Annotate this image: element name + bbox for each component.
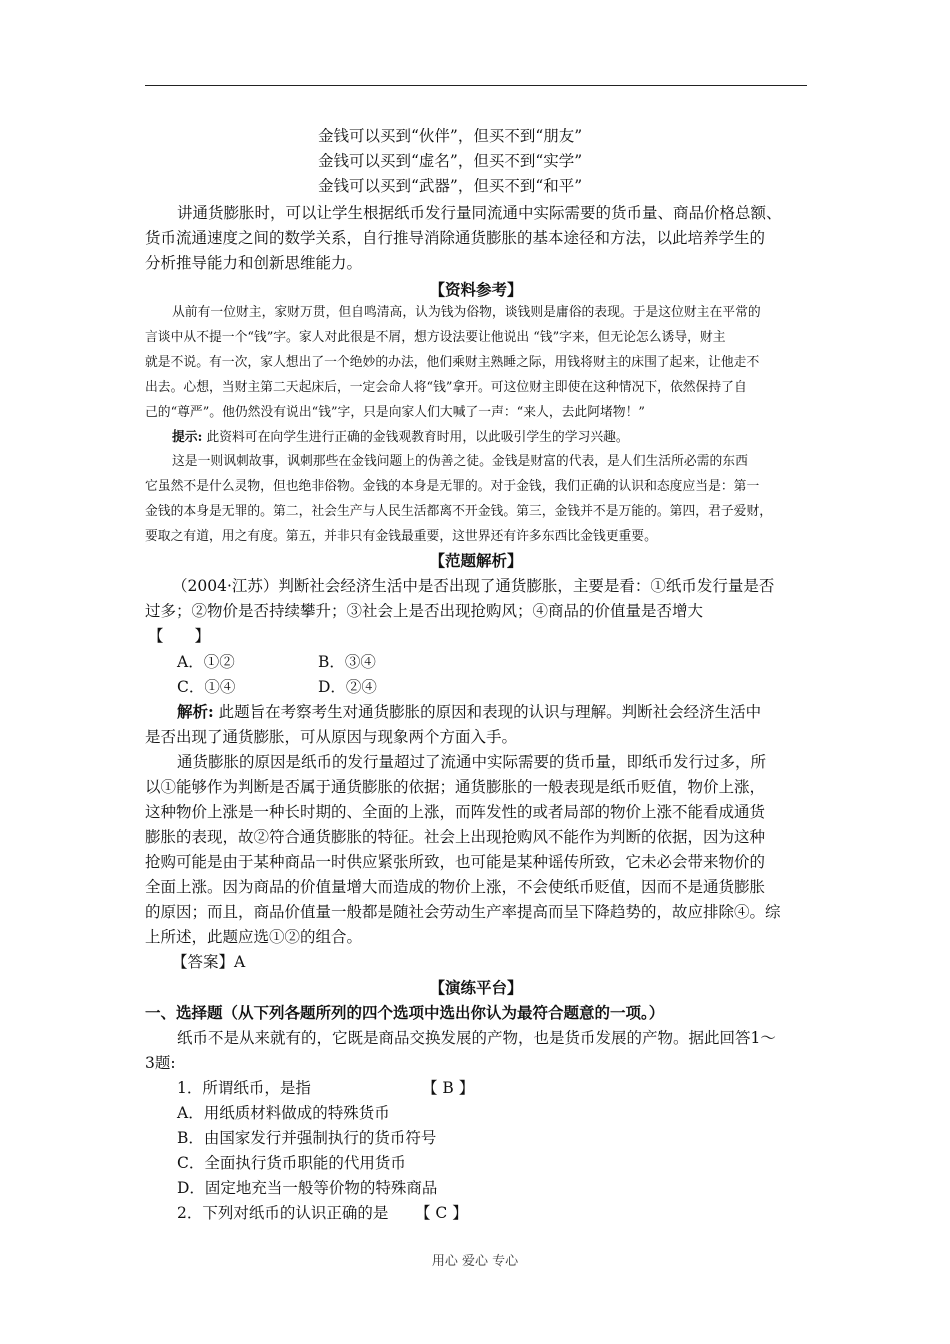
section-heading-practice: 【演练平台】	[429, 978, 523, 997]
story-line: 出去。心想，当财主第二天起床后，一定会命人将“钱”拿开。可这位财主即使在这种情况下，依然保持了自	[145, 380, 747, 395]
intro-line: 分析推导能力和创新思维能力。	[145, 254, 363, 272]
story-line: 己的“尊严”。他仍然没有说出“钱”字，只是向家人们大喊了一声：“来人，去此阿堵物！”	[145, 405, 645, 420]
passage-line: 3题:	[145, 1054, 176, 1072]
question-1-answer: 【 B 】	[422, 1079, 475, 1097]
analysis-line: 是否出现了通货膨胀，可从原因与现象两个方面入手。	[145, 728, 518, 746]
page-footer: 用心 爱心 专心	[431, 1254, 519, 1269]
passage-line: 纸币不是从来就有的，它既是商品交换发展的产物，也是货币发展的产物。据此回答1～	[177, 1029, 776, 1047]
analysis-line: 以①能够作为判断是否属于通货膨胀的依据；通货膨胀的一般表现是纸币贬值，物价上涨，	[145, 778, 766, 796]
header-rule	[145, 85, 807, 86]
commentary-line: 金钱的本身是无罪的。第二，社会生产与人民生活都离不开金钱。第三，金钱并不是万能的。第四，君子爱财，	[145, 504, 773, 519]
commentary-line: 这是一则讽刺故事，讽刺那些在金钱问题上的伪善之徒。金钱是财富的代表，是人们生活所必需的东西	[172, 454, 748, 469]
slogan-line: 金钱可以买到“武器”，但买不到“和平”	[318, 177, 583, 195]
option-d: D．②④	[318, 678, 377, 696]
hint-line	[172, 428, 629, 448]
answer-bracket: 【 】	[148, 627, 211, 645]
story-line: 言谈中从不提一个“钱”字。家人对此很是不屑，想方设法要让他说出 “钱”字来，但无论怎么诱导，财主	[145, 330, 726, 345]
option-b: B．③④	[318, 653, 376, 671]
slogan-line: 金钱可以买到“虚名”，但买不到“实学”	[318, 152, 583, 170]
analysis-line	[177, 702, 761, 722]
question-line: 过多；②物价是否持续攀升；③社会上是否出现抢购风；④商品的价值量是否增大	[145, 602, 704, 620]
analysis-line: 的原因；而且，商品价值量一般都是随社会劳动生产率提高而呈下降趋势的，故应排除④。综	[145, 903, 781, 921]
intro-line: 货币流通速度之间的数学关系，自行推导消除通货膨胀的基本途径和方法，以此培养学生的	[145, 229, 766, 247]
slogan-line: 金钱可以买到“伙伴”，但买不到“朋友”	[318, 127, 583, 145]
question-1-stem: 1．所谓纸币，是指	[177, 1079, 311, 1097]
question-line: （2004·江苏）判断社会经济生活中是否出现了通货膨胀，主要是看：①纸币发行量是否	[172, 577, 775, 595]
section-title: 一、选择题（从下列各题所列的四个选项中选出你认为最符合题意的一项。）	[145, 1003, 665, 1022]
section-heading-example: 【范题解析】	[429, 551, 523, 570]
analysis-text: 此题旨在考察考生对通货膨胀的原因和表现的认识与理解。判断社会经济生活中	[218, 703, 762, 721]
commentary-line: 要取之有道，用之有度。第五，并非只有金钱最重要，这世界还有许多东西比金钱更重要。	[145, 529, 657, 544]
question-1-option: B．由国家发行并强制执行的货币符号	[177, 1129, 437, 1147]
intro-line: 讲通货膨胀时，可以让学生根据纸币发行量同流通中实际需要的货币量、商品价格总额、	[177, 204, 782, 222]
question-1-option: C．全面执行货币职能的代用货币	[177, 1154, 406, 1172]
hint-label: 提示:	[172, 430, 203, 445]
question-2-stem: 2．下列对纸币的认识正确的是	[177, 1204, 389, 1222]
option-c: C．①④	[177, 678, 236, 696]
question-2-answer: 【 C 】	[415, 1204, 468, 1222]
option-a: A．①②	[177, 653, 235, 671]
analysis-line: 通货膨胀的原因是纸币的发行量超过了流通中实际需要的货币量，即纸币发行过多，所	[177, 753, 767, 771]
analysis-line: 全面上涨。因为商品的价值量增大而造成的物价上涨，不会使纸币贬值，因而不是通货膨胀	[145, 878, 766, 896]
story-line: 就是不说。有一次，家人想出了一个绝妙的办法，他们乘财主熟睡之际，用钱将财主的床围了起来，让他走不	[145, 355, 760, 370]
analysis-line: 上所述，此题应选①②的组合。	[145, 928, 363, 946]
analysis-line: 抢购可能是由于某种商品一时供应紧张所致，也可能是某种谣传所致，它未必会带来物价的	[145, 853, 766, 871]
question-1-option: D．固定地充当一般等价物的特殊商品	[177, 1179, 438, 1197]
commentary-line: 它虽然不是什么灵物，但也绝非俗物。金钱的本身是无罪的。对于金钱，我们正确的认识和态度应当是：第一	[145, 479, 760, 494]
analysis-line: 膨胀的表现，故②符合通货膨胀的特征。社会上出现抢购风不能作为判断的依据，因为这种	[145, 828, 766, 846]
story-line: 从前有一位财主，家财万贯，但自鸣清高，认为钱为俗物，谈钱则是庸俗的表现。于是这位财主在平常的	[172, 305, 761, 320]
hint-text: 此资料可在向学生进行正确的金钱观教育时用，以此吸引学生的学习兴趣。	[206, 430, 629, 445]
analysis-label: 解析:	[177, 702, 214, 721]
analysis-line: 这种物价上涨是一种长时期的、全面的上涨，而阵发性的或者局部的物价上涨不能看成通货	[145, 803, 766, 821]
section-heading-reference: 【资料参考】	[429, 280, 523, 299]
answer-line: 【答案】A	[172, 953, 246, 971]
question-1-option: A．用纸质材料做成的特殊货币	[177, 1104, 390, 1122]
